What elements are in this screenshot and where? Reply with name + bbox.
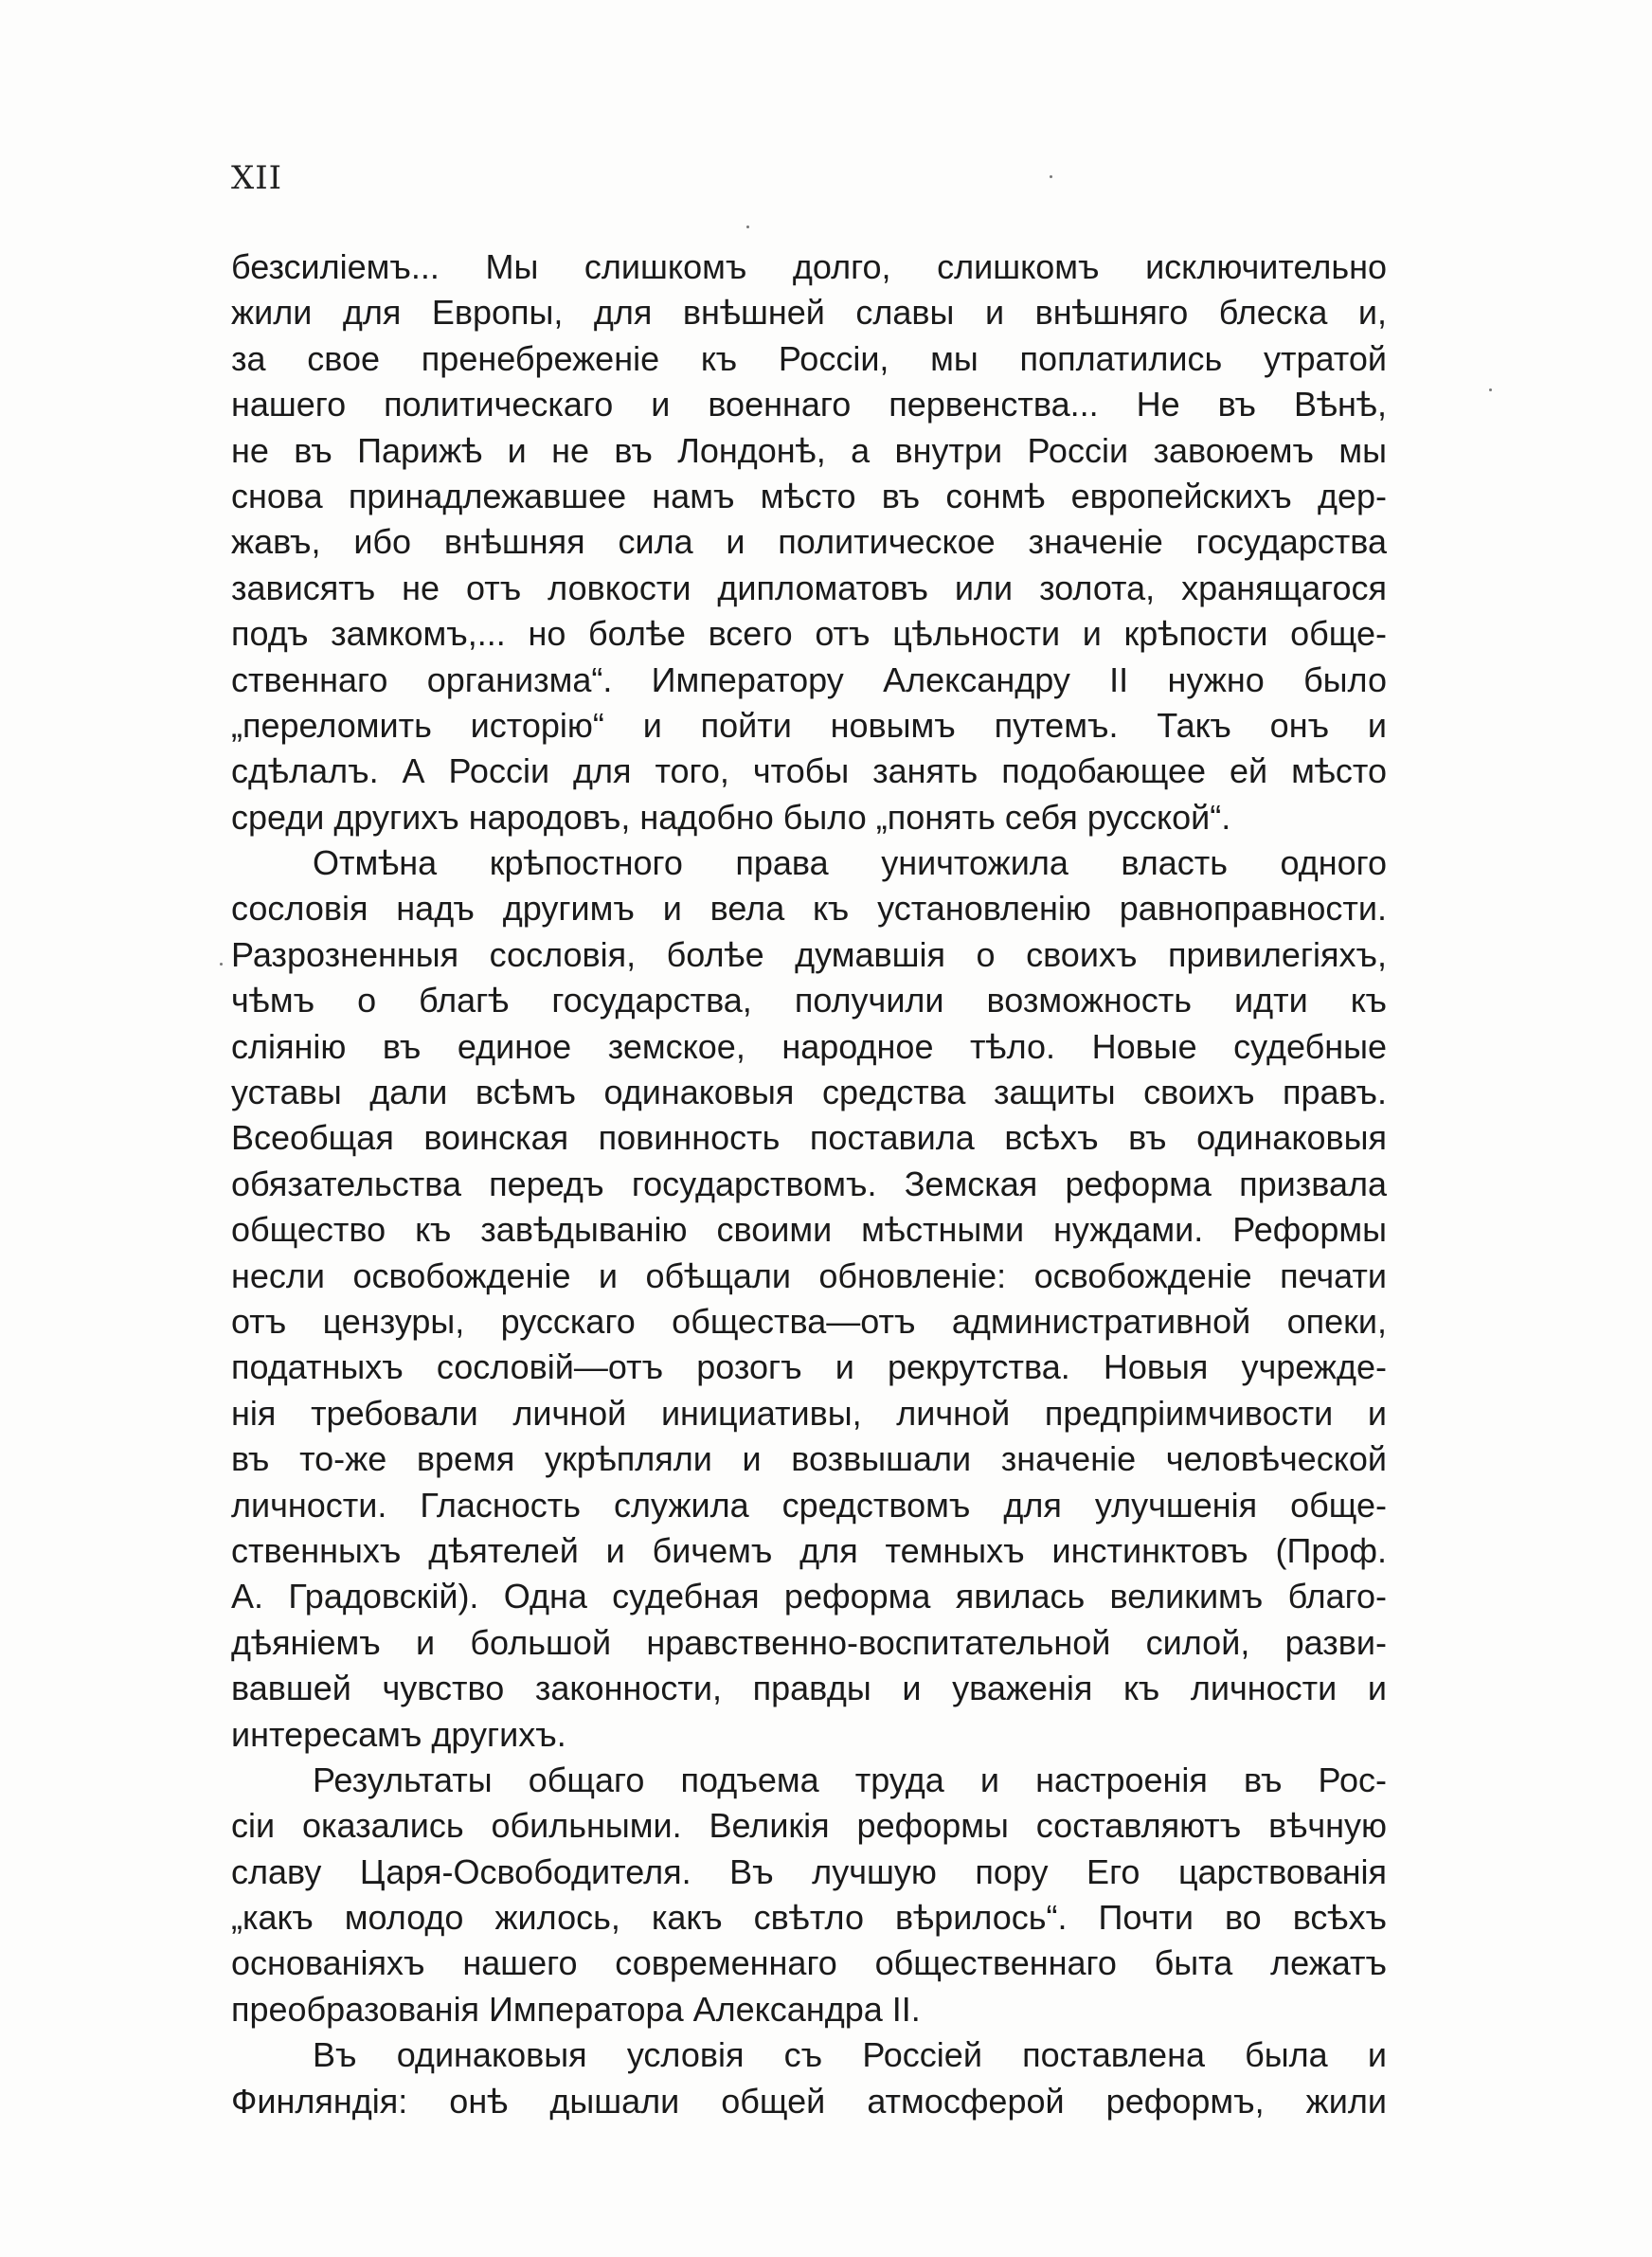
paragraph [231,1758,1387,2032]
text-line: общество къ завѣдыванію своими мѣстными нуждами. Реформы [231,1210,1387,1250]
text-line: за свое пренебреженіе къ Россіи, мы поплатились утратой [231,338,1387,378]
speck [220,963,223,966]
text-line: „какъ молодо жилось, какъ свѣтло вѣрилось“. Почти во всѣхъ [231,1898,1387,1938]
text-line: Финляндія: онѣ дышали общей атмосферой реформъ, жили [231,2081,1387,2121]
body-text [231,244,1387,2124]
text-line: въ то-же время укрѣпляли и возвышали значеніе человѣческой [231,1439,1387,1479]
paragraph [231,840,1387,1758]
text-line: Результаты общаго подъема труда и настроенія въ Рос- [313,1760,1387,1799]
text-line: славу Царя-Освободителя. Въ лучшую пору Его царствованія [231,1851,1387,1891]
text-line: среди другихъ народовъ, надобно было „понять себя русской“. [231,797,1231,837]
text-line: основаніяхъ нашего современнаго общественнаго быта лежатъ [231,1943,1387,1983]
text-line: сліянію въ единое земское, народное тѣло. Новые судебные [231,1026,1387,1066]
text-line: А. Градовскій). Одна судебная реформа явилась великимъ благо- [231,1577,1387,1616]
speck [1489,388,1492,391]
text-line: сіи оказались обильными. Великія реформы составляютъ вѣчную [231,1806,1387,1846]
text-line: жавъ, ибо внѣшняя сила и политическое значеніе государства [231,522,1387,562]
paragraph [231,244,1387,840]
text-line: ственнаго организма“. Императору Александру II нужно было [231,659,1387,699]
text-line: личности. Гласность служила средствомъ для улучшенія обще- [231,1485,1387,1525]
text-line: Разрозненныя сословія, болѣе думавшія о своихъ привилегіяхъ, [231,934,1387,974]
text-line: не въ Парижѣ и не въ Лондонѣ, а внутри Россіи завоюемъ мы [231,430,1387,470]
speck [1050,175,1052,178]
text-line: Отмѣна крѣпостного права уничтожила власть одного [313,843,1387,883]
page-number: XII [231,159,283,197]
text-line: нашего политическаго и военнаго первенства... Не въ Вѣнѣ, [231,385,1387,424]
text-line: Въ одинаковыя условія съ Россіей поставлена была и [313,2035,1387,2075]
text-line: дѣяніемъ и большой нравственно-воспитательной силой, разви- [231,1622,1387,1662]
text-line: отъ цензуры, русскаго общества—отъ административной опеки, [231,1301,1387,1341]
text-line: вавшей чувство законности, правды и уваженія къ личности и [231,1669,1387,1708]
text-line: податныхъ сословій—отъ розогъ и рекрутства. Новыя учрежде- [231,1347,1387,1387]
text-line: уставы дали всѣмъ одинаковыя средства защиты своихъ правъ. [231,1073,1387,1112]
text-line: интересамъ другихъ. [231,1714,566,1754]
text-line: снова принадлежавшее намъ мѣсто въ сонмѣ европейскихъ дер- [231,476,1387,515]
text-line: несли освобожденіе и обѣщали обновленіе: освобожденіе печати [231,1255,1387,1295]
text-line: нія требовали личной инициативы, личной предпріимчивости и [231,1393,1387,1433]
text-line: „переломить исторію“ и пойти новымъ путемъ. Такъ онъ и [231,705,1387,745]
text-line: чѣмъ о благѣ государства, получили возможность идти къ [231,981,1387,1020]
text-line: подъ замкомъ,... но болѣе всего отъ цѣльности и крѣпости обще- [231,614,1387,654]
text-line: Всеобщая воинская повинность поставила всѣхъ въ одинаковыя [231,1118,1387,1158]
text-line: зависятъ не отъ ловкости дипломатовъ или золота, хранящагося [231,568,1387,607]
speck [746,226,749,228]
text-line: сословія надъ другимъ и вела къ установленію равноправности. [231,889,1387,929]
paragraph [231,2032,1387,2124]
text-line: ственныхъ дѣятелей и бичемъ для темныхъ инстинктовъ (Проф. [231,1530,1387,1570]
text-line: обязательства передъ государствомъ. Земская реформа призвала [231,1164,1387,1203]
text-line: жили для Европы, для внѣшней славы и внѣшняго блеска и, [231,293,1387,333]
text-line: преобразованія Императора Александра II. [231,1989,921,2029]
text-line: безсиліемъ... Мы слишкомъ долго, слишкомъ исключительно [231,247,1387,286]
text-line: сдѣлалъ. А Россіи для того, чтобы занять подобающее ей мѣсто [231,751,1387,791]
